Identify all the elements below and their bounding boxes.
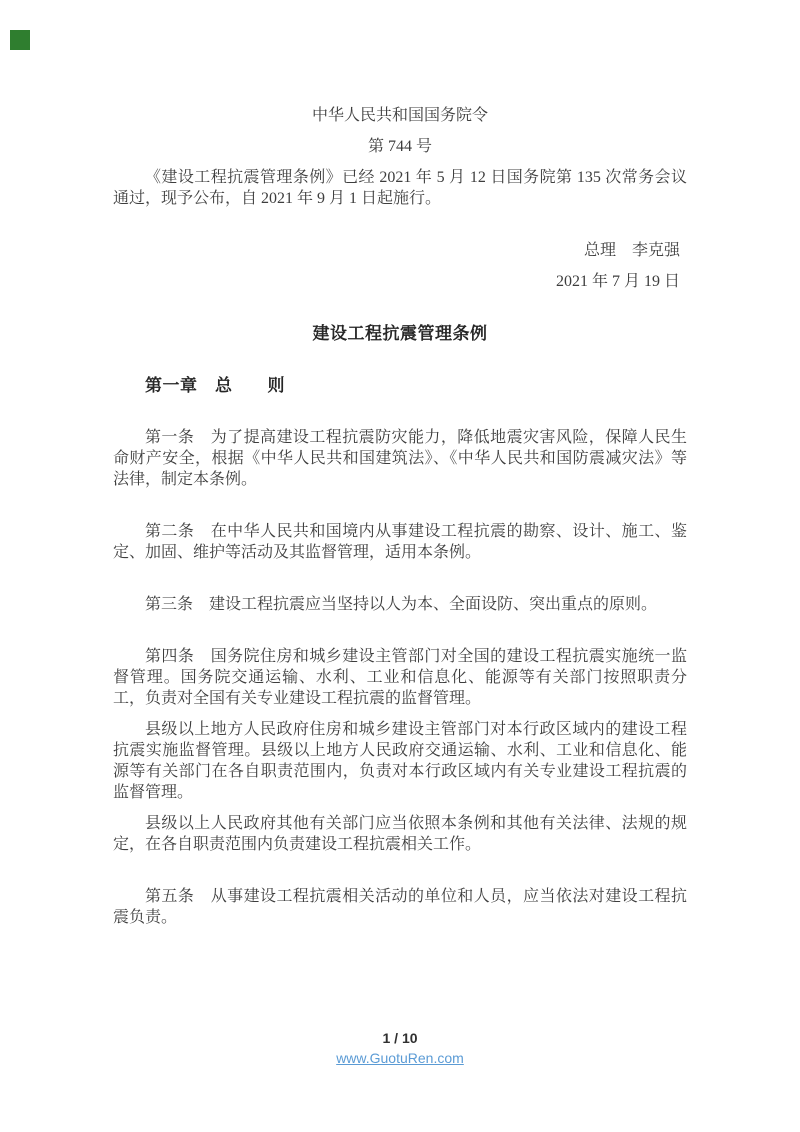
article-2-paragraph: 第二条 在中华人民共和国境内从事建设工程抗震的勘察、设计、施工、鉴定、加固、维护等活动及其监督管理，适用本条例。 [113, 523, 687, 561]
article-4-paragraph-3: 县级以上人民政府其他有关部门应当依照本条例和其他有关法律、法规的规定，在各自职责范围内负责建设工程抗震相关工作。 [113, 815, 687, 853]
footer-link[interactable]: www.GuotuRen.com [336, 1050, 464, 1066]
page-footer [0, 1028, 800, 1069]
signature-date: 2021 年 7 月 19 日 [555, 273, 680, 290]
page-number: 1 / 10 [382, 1030, 418, 1046]
decree-announcement: 《建设工程抗震管理条例》已经 2021 年 5 月 12 日国务院第 135 次常务会议通过，现予公布，自 2021 年 9 月 1 日起施行。 [113, 169, 687, 207]
chapter-heading: 第一章 总 则 [145, 376, 285, 395]
article-3-paragraph: 第三条 建设工程抗震应当坚持以人为本、全面设防、突出重点的原则。 [145, 596, 658, 613]
green-marker [10, 30, 30, 50]
regulation-title: 建设工程抗震管理条例 [312, 324, 488, 343]
article-4-paragraph-2: 县级以上地方人民政府住房和城乡建设主管部门对本行政区域内的建设工程抗震实施监督管理。县级以上地方人民政府交通运输、水利、工业和信息化、能源等有关部门在各自职责范围内，负责对本行政区域内有关专业建设工程抗震的监督管理。 [113, 721, 687, 801]
article-5-paragraph: 第五条 从事建设工程抗震相关活动的单位和人员，应当依法对建设工程抗震负责。 [113, 888, 687, 926]
article-4-paragraph-1: 第四条 国务院住房和城乡建设主管部门对全国的建设工程抗震实施统一监督管理。国务院交通运输、水利、工业和信息化、能源等有关部门按照职责分工，负责对全国有关专业建设工程抗震的监督管理。 [113, 648, 687, 707]
document-body [113, 105, 687, 938]
article-1-paragraph: 第一条 为了提高建设工程抗震防灾能力，降低地震灾害风险，保障人民生命财产安全，根据《中华人民共和国建筑法》、《中华人民共和国防震减灾法》等法律，制定本条例。 [113, 429, 687, 488]
decree-number: 第 744 号 [367, 138, 432, 155]
signature-line: 总理 李克强 [583, 242, 680, 259]
decree-title: 中华人民共和国国务院令 [311, 107, 488, 124]
